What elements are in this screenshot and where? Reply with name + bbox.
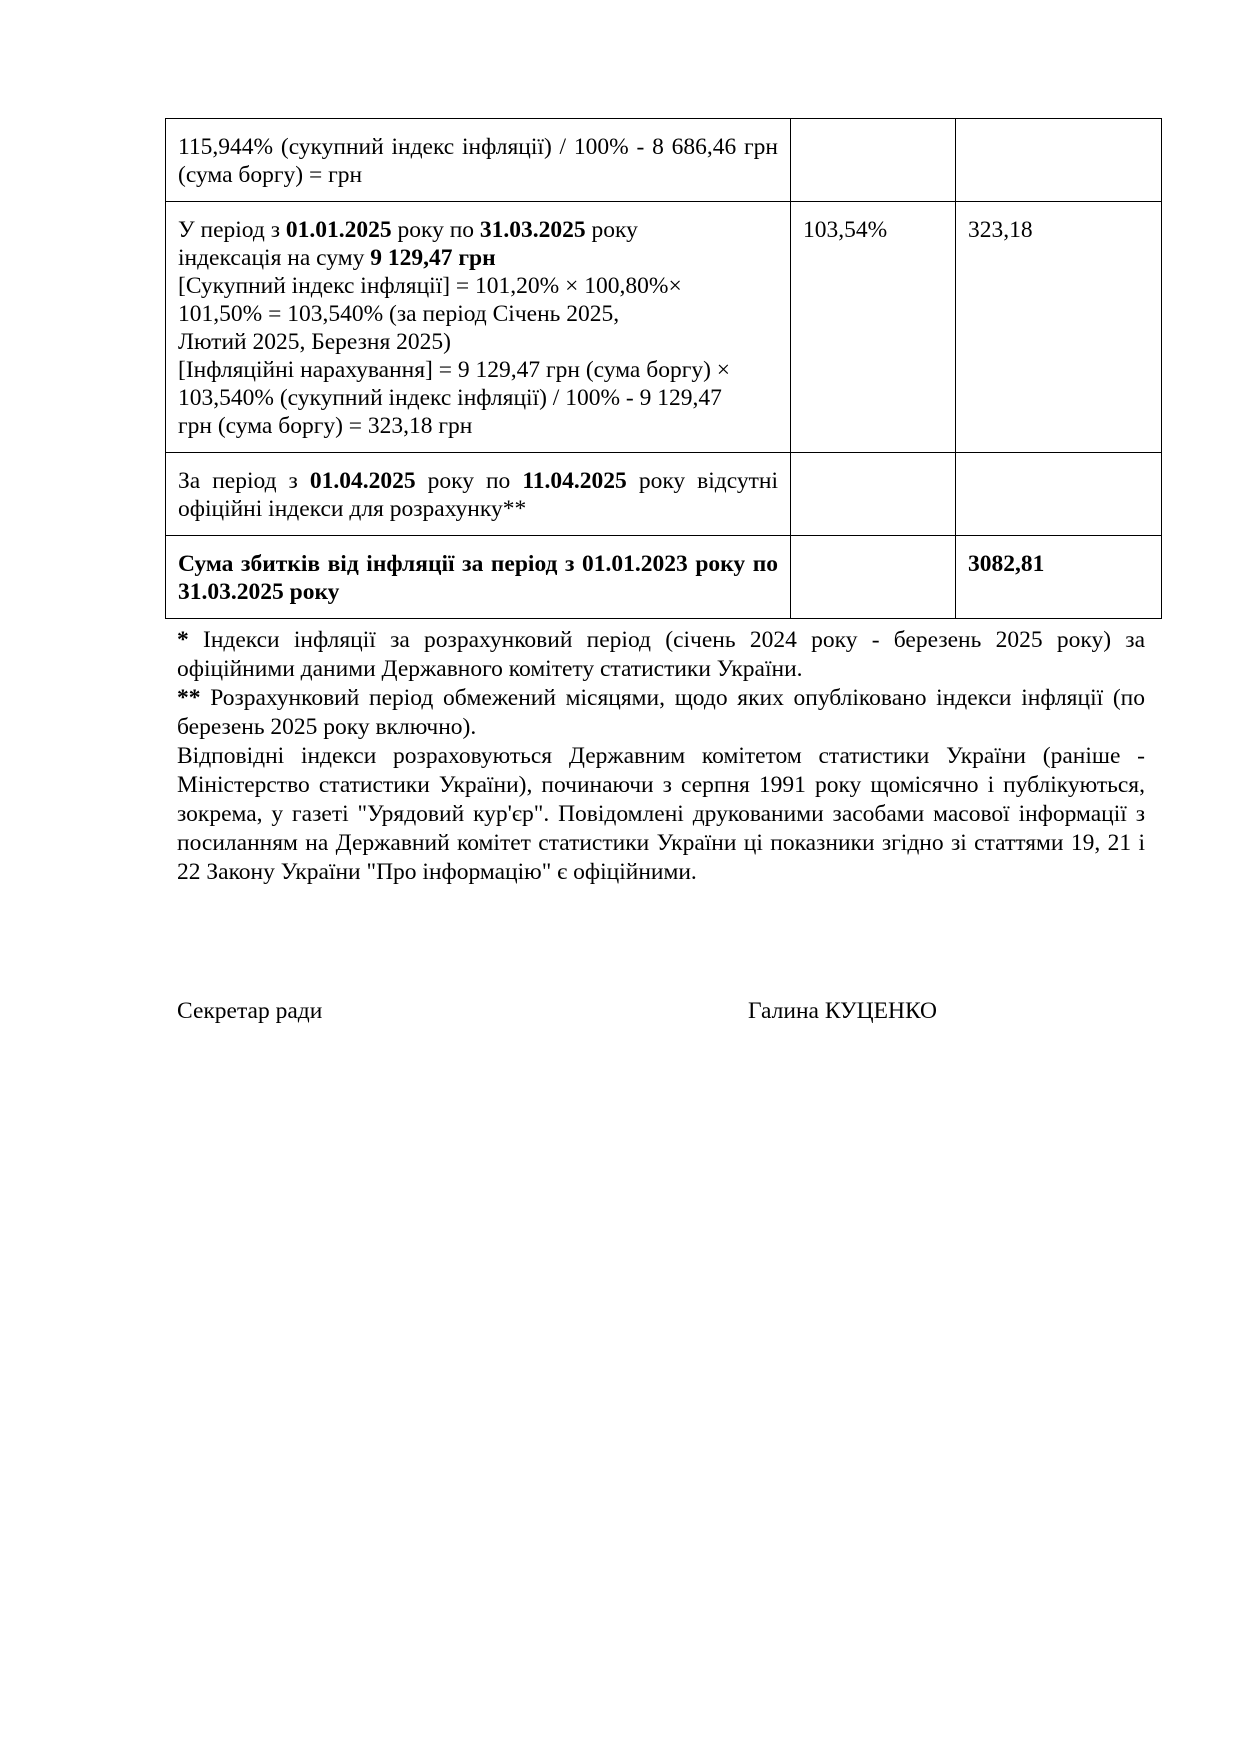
date-end: 11.04.2025 bbox=[522, 468, 627, 494]
total-label-cell bbox=[166, 536, 791, 619]
text-fragment: року bbox=[585, 217, 638, 243]
amount-cell bbox=[956, 202, 1162, 453]
total-amount-cell bbox=[956, 536, 1162, 619]
period-line bbox=[178, 216, 778, 244]
footnotes bbox=[177, 626, 1145, 887]
calculation-cell bbox=[166, 453, 791, 536]
debt-amount: 9 129,47 грн bbox=[370, 245, 496, 271]
amount-cell bbox=[956, 119, 1162, 202]
formula-line: Лютий 2025, Березня 2025) bbox=[178, 329, 451, 355]
footnote-1 bbox=[177, 626, 1145, 684]
index-cell bbox=[791, 453, 956, 536]
formula-line: [Сукупний індекс інфляції] = 101,20% × 100,80%× bbox=[178, 273, 682, 299]
calculation-cell bbox=[166, 119, 791, 202]
index-cell bbox=[791, 119, 956, 202]
total-amount: 3082,81 bbox=[968, 551, 1045, 577]
index-cell bbox=[791, 536, 956, 619]
formula-line: грн (сума боргу) = 323,18 грн bbox=[178, 413, 473, 439]
text-fragment: року відсутні офіційні індекси для розрахунку** bbox=[178, 468, 778, 522]
formula-line: [Інфляційні нарахування] = 9 129,47 грн (сума боргу) × bbox=[178, 357, 731, 383]
footnote-2 bbox=[177, 684, 1145, 742]
table-total-row bbox=[166, 536, 1162, 619]
text-fragment: У період з bbox=[178, 217, 286, 243]
footnote-marker: ** bbox=[177, 685, 201, 711]
date-end: 31.03.2025 bbox=[479, 217, 586, 243]
date-start: 01.04.2025 bbox=[309, 468, 416, 494]
table-row bbox=[166, 202, 1162, 453]
formula-line: 101,50% = 103,540% (за період Січень 2025, bbox=[178, 301, 620, 327]
index-value: 103,54% bbox=[803, 217, 888, 243]
text-fragment: року по bbox=[415, 468, 523, 494]
formula-line: 103,540% (сукупний індекс інфляції) / 100% - 9 129,47 bbox=[178, 385, 722, 411]
signature-name: Галина КУЦЕНКО bbox=[748, 998, 938, 1024]
calculation-text: 115,944% (сукупний індекс інфляції) / 100% - 8 686,46 грн (сума боргу) = грн bbox=[178, 134, 778, 188]
indexation-line bbox=[178, 244, 778, 272]
text-fragment: За період з bbox=[178, 468, 310, 494]
footnote-marker: * bbox=[177, 627, 189, 653]
table-row bbox=[166, 119, 1162, 202]
signature-position: Секретар ради bbox=[177, 998, 323, 1024]
total-label: Сума збитків від інфляції за період з 01.01.2023 року по 31.03.2025 року bbox=[178, 551, 778, 605]
date-start: 01.01.2025 bbox=[285, 217, 392, 243]
inflation-calculation-table bbox=[165, 118, 1162, 619]
index-cell bbox=[791, 202, 956, 453]
amount-cell bbox=[956, 453, 1162, 536]
amount-value: 323,18 bbox=[968, 217, 1033, 243]
footnote-text: Індекси інфляції за розрахунковий період (січень 2024 року - березень 2025 року) за офіційними даними Державного комітету статистики України. bbox=[177, 627, 1145, 682]
source-paragraph: Відповідні індекси розраховуються Державним комітетом статистики України (раніше - Міністерство статистики України), починаючи з серпня 1991 року щомісячно і публікуються, зокрема, у газеті "Урядовий кур'єр". Повідомлені друкованими засобами масової інформації з посиланням на Державний комітет статистики України ці показники згідно зі статтями 19, 21 і 22 Закону України "Про інформацію" є офіційними. bbox=[177, 743, 1145, 885]
calculation-cell bbox=[166, 202, 791, 453]
footnote-text: Розрахунковий період обмежений місяцями, щодо яких опубліковано індекси інфляції (по березень 2025 року включно). bbox=[177, 685, 1145, 740]
text-fragment: індексація на суму bbox=[178, 245, 371, 271]
table-row bbox=[166, 453, 1162, 536]
text-fragment: року по bbox=[391, 217, 480, 243]
